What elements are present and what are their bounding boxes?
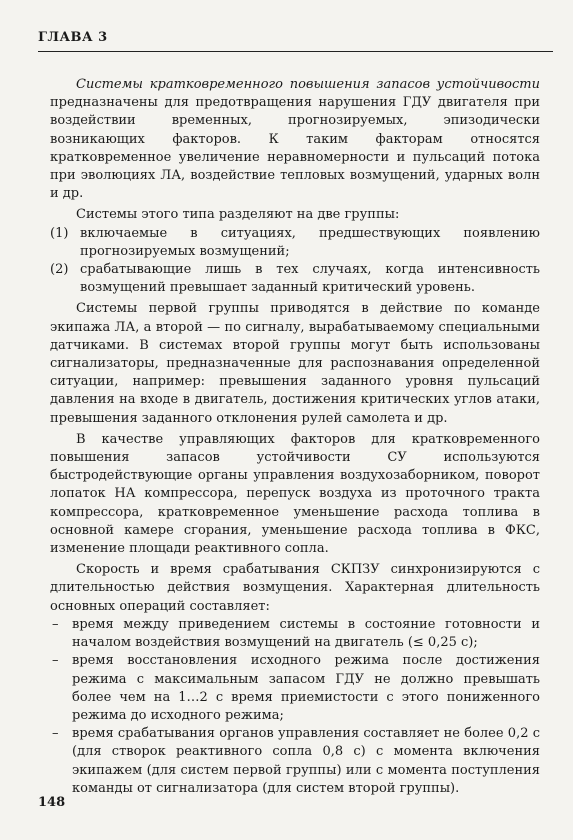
chapter-header: ГЛАВА 3 — [38, 30, 108, 45]
paragraph-3: Системы первой группы приводятся в действие по команде экипажа ЛА, а второй — по сигналу, вырабатываемому специальными датчиками. В системах второй группы могут быть использованы сигнализаторы, предназначенные для распознавания определенной ситуации, например: превышения заданного уровня пульсаций давления на входе в двигатель, достижения критических углов атаки, превышения заданного отклонения рулей самолета и др. — [50, 301, 540, 426]
paragraph-1-text: предназначены для предотвращения нарушения ГДУ двигателя при воздействии временных, прогнозируемых, эпизодически возникающих факторов. К таким факторам относятся кратковременное увеличение неравномерности и пульсаций потока при эволюциях ЛА, воздействие тепловых возмущений, ударных волн и др. — [50, 95, 540, 202]
list-item-text: время между приведением системы в состояние готовности и началом воздействия возмущений на двигатель (≤ 0,25 с); — [72, 616, 540, 651]
operations-list — [50, 616, 540, 798]
list-item — [50, 725, 540, 798]
groups-list — [50, 225, 540, 298]
paragraph-2: Системы этого типа разделяют на две группы: — [76, 207, 400, 223]
paragraph-1 — [50, 76, 540, 203]
paragraph-5: Скорость и время срабатывания СКПЗУ синхронизируются с длительностью действия возмущения. Характерная длительность основных операций составляет: — [50, 562, 540, 614]
list-marker: – — [52, 726, 59, 742]
list-item-text: время восстановления исходного режима после достижения режима с максимальным запасом ГДУ не должно превышать более чем на 1…2 с время приемистости с этого пониженного режима до исходного режима; — [72, 653, 540, 723]
paragraph-4: В качестве управляющих факторов для кратковременного повышения запасов устойчивости СУ используются быстродействующие органы управления воздухозаборником, поворот лопаток НА компрессора, перепуск воздуха из проточного тракта компрессора, кратковременное уменьшение расхода топлива в основной камере сгорания, уменьшение расхода топлива в ФКС, изменение площади реактивного сопла. — [50, 431, 540, 557]
list-marker: (2) — [50, 262, 69, 278]
list-item-text: включаемые в ситуациях, предшествующих появлению прогнозируемых возмущений; — [80, 225, 540, 259]
list-marker: – — [52, 653, 59, 669]
list-item — [50, 261, 540, 297]
text-body — [50, 76, 540, 798]
page-number: 148 — [38, 795, 66, 810]
list-item — [50, 616, 540, 652]
list-item — [50, 652, 540, 725]
header-rule — [38, 51, 553, 52]
list-item-text: время срабатывания органов управления составляет не более 0,2 с (для створок реактивного сопла 0,8 с) с момента включения экипажем (для систем первой группы) или с момента поступления команды от сигнализатора (для систем второй группы). — [72, 726, 540, 796]
list-item-text: срабатывающие лишь в тех случаях, когда интенсивность возмущений превышает заданный критический уровень. — [80, 262, 540, 296]
paragraph-1-italic: Системы кратковременного повышения запасов устойчивости — [76, 77, 540, 92]
list-marker: – — [52, 616, 59, 632]
list-item — [50, 225, 540, 261]
list-marker: (1) — [50, 225, 69, 241]
